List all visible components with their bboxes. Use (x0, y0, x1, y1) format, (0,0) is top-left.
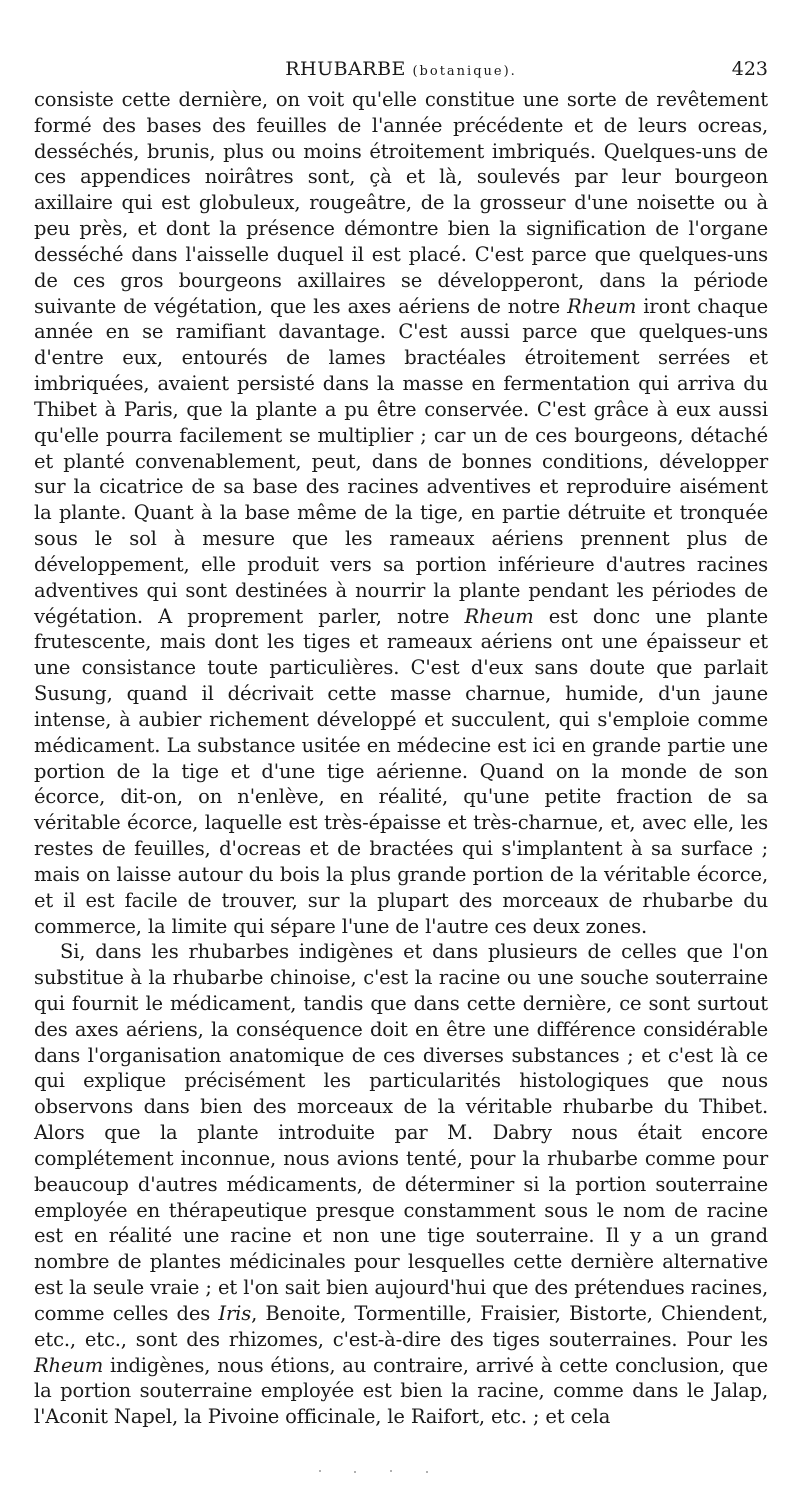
speck (426, 1471, 428, 1473)
book-page (34, 0, 768, 1507)
speck (390, 1470, 392, 1472)
paragraph-p2 (34, 939, 768, 1430)
italic-term: Rheum (464, 604, 534, 628)
italic-term: Rheum (34, 1353, 104, 1377)
running-title (34, 54, 768, 87)
speck (354, 1471, 356, 1473)
italic-term: Rheum (567, 294, 637, 318)
text-run: , Benoite, Tormentille, Fraisier, Bistorte, Chiendent, etc., etc., sont des rhizomes, c'est-à-dire des tiges souterraines. Pour les (34, 1301, 768, 1351)
running-title-main: RHUBARBE (285, 58, 406, 80)
speck (319, 1470, 321, 1472)
text-run: consiste cette dernière, on voit qu'elle constitue une sorte de revêtement formé des bases des feuilles de l'année précédente et de leurs ocreas, desséchés, brunis, plus ou moins étroitement imbriqués. Quelques-uns de ces appendices noirâtres sont, çà et là, soulevés par leur bourgeon axillaire qui est globuleux, rougeâtre, de la grosseur d'une noisette ou à peu près, et dont la présence démontre bien la signification de l'organe desséché dans l'aisselle duquel il est placé. C'est parce que quelques-uns de ces gros bourgeons axillaires se développeront, dans la période suivante de végétation, que les axes aériens de notre (34, 88, 768, 318)
body-text (34, 87, 768, 1430)
page-number: 423 (731, 58, 768, 80)
italic-term: Iris (218, 1301, 252, 1325)
text-run: est donc une plante frutescente, mais dont les tiges et rameaux aériens ont une épaisseur et une consistance toute particulières. C'est d'eux sans doute que parlait Susung, quand il décrivait cette masse charnue, humide, d'un jaune intense, à aubier richement développé et succulent, qui s'emploie comme médicament. La substance usitée en médecine est ici en grande partie une portion de la tige et d'une tige aérienne. Quand on la monde de son écorce, dit-on, on n'enlève, en réalité, qu'une petite fraction de sa véritable écorce, laquelle est très-épaisse et très-charnue, et, avec elle, les restes de feuilles, d'ocreas et de bractées qui s'implantent à sa surface ; mais on laisse autour du bois la plus grande portion de la véritable écorce, et il est facile de trouver, sur la plupart des morceaux de rhubarbe du commerce, la limite qui sépare l'une de l'autre ces deux zones. (34, 604, 768, 938)
running-title-qualifier: (botanique). (412, 64, 517, 79)
paragraph-p1 (34, 87, 768, 939)
text-run: indigènes, nous étions, au contraire, arrivé à cette conclusion, que la portion souterraine employée est bien la racine, comme dans le Jalap, l'Aconit Napel, la Pivoine officinale, le Raifort, etc. ; et cela (34, 1353, 768, 1429)
text-run: iront chaque année en se ramifiant davantage. C'est aussi parce que quelques-uns d'entre eux, entourés de lames bractéales étroitement serrées et imbriquées, avaient persisté dans la masse en fermentation qui arriva du Thibet à Paris, que la plante a pu être conservée. C'est grâce à eux aussi qu'elle pourra facilement se multiplier ; car un de ces bourgeons, détaché et planté convenablement, peut, dans de bonnes conditions, développer sur la cicatrice de sa base des racines adventives et reproduire aisément la plante. Quant à la base même de la tige, en partie détruite et tronquée sous le sol à mesure que les rameaux aériens prennent plus de développement, elle produit vers sa portion inférieure d'autres racines adventives qui sont destinées à nourrir la plante pendant les périodes de végétation. A proprement parler, notre (34, 294, 768, 628)
text-run: Si, dans les rhubarbes indigènes et dans plusieurs de celles que l'on substitue à la rhubarbe chinoise, c'est la racine ou une souche souterraine qui fournit le médicament, tandis que dans cette dernière, ce sont surtout des axes aériens, la conséquence doit en être une différence considérable dans l'organisation anatomique de ces diverses substances ; et c'est là ce qui explique précisément les particularités histologiques que nous observons dans bien des morceaux de la véritable rhubarbe du Thibet. Alors que la plante introduite par M. Dabry nous était encore complétement inconnue, nous avions tenté, pour la rhubarbe comme pour beaucoup d'autres médicaments, de déterminer si la portion souterraine employée en thérapeutique presque constamment sous le nom de racine est en réalité une racine et non une tige souterraine. Il y a un grand nombre de plantes médicinales pour lesquelles cette dernière alternative est la seule vraie ; et l'on sait bien aujourd'hui que des prétendues racines, comme celles des (34, 940, 768, 1325)
running-head (34, 54, 768, 84)
print-specks (34, 1465, 768, 1485)
